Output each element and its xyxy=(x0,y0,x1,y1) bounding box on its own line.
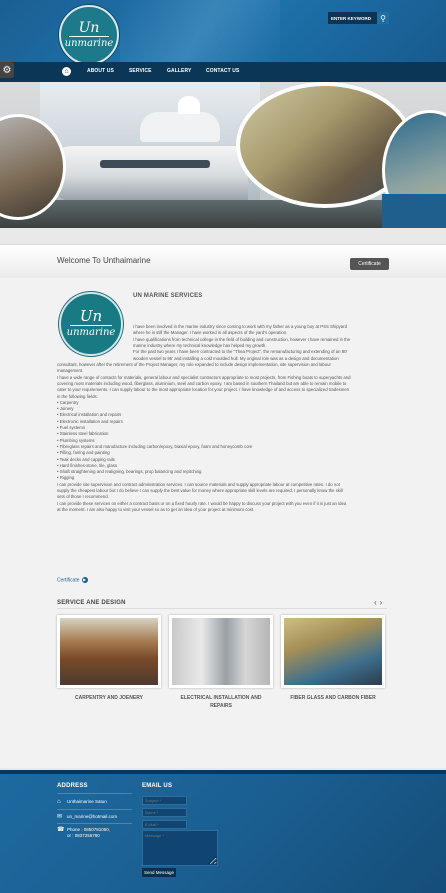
search-box xyxy=(328,12,389,24)
main-nav xyxy=(0,62,446,82)
company-name: Unthaimarine Satun xyxy=(67,799,107,804)
services-line: • Electronic installation and repairs xyxy=(57,418,123,424)
services-line: at the moment. I am also happy to visit your vessel so as to get an idea of your project at minimum cost. xyxy=(57,506,255,512)
services-line: I can provide these services on either a contract basis or on a fixed hourly rate. I would be happy to discuss your project with you even if it is just an idea xyxy=(57,500,347,506)
yacht-hull-image xyxy=(48,146,248,206)
welcome-bar xyxy=(0,244,446,280)
send-message-button[interactable]: Send Message xyxy=(143,870,175,875)
footer-top-stripe xyxy=(0,770,446,774)
content-logo-divider xyxy=(70,325,112,326)
services-line: • Teak decks and capping rails xyxy=(57,456,115,462)
content-logo-un: Un xyxy=(79,307,103,325)
services-line: I can provide site supervision and contract administration services. I can source materials and supply appropriate labour at competitive rates. I do not xyxy=(57,481,340,487)
main-content xyxy=(0,278,446,768)
nav-about-us[interactable]: ABOUT US xyxy=(87,68,114,74)
arrow-right-icon: ▶ xyxy=(82,577,87,582)
services-line: I have a wide range of contacts for materials, general labour and specialist contractors appropriate to most projects, from Fishing boats to superyachts and xyxy=(57,374,351,380)
address-divider-2 xyxy=(57,809,132,810)
yacht-radar-dome xyxy=(178,96,200,114)
electrical-label-line1: ELECTRICAL INSTALLATION AND xyxy=(180,695,262,701)
yacht-windows xyxy=(100,160,210,168)
services-line: • Electrical installation and repairs xyxy=(57,412,122,418)
carousel-next-icon[interactable]: › xyxy=(379,598,383,607)
certificate-link-label: Certificate xyxy=(57,577,80,584)
search-icon: ⚲ xyxy=(380,13,386,23)
service-label-carpentry[interactable] xyxy=(54,694,164,702)
logo-text-un: Un xyxy=(78,19,100,36)
services-line: • Stainless steel fabrication xyxy=(57,431,109,437)
intro-line: I have been involved in the marine industry since coming to work with my father as a young boy at PSS Shipyard xyxy=(133,324,348,329)
service-card-fiberglass[interactable] xyxy=(281,615,385,688)
services-line: • Fibreglass repairs and manufacture including carbon/epoxy, biaxial epoxy, foam and honeycomb core xyxy=(57,443,253,449)
intro-line: where he is still the Manager. I have worked in all aspects of the yard's operation. xyxy=(133,330,288,336)
email-field[interactable] xyxy=(142,820,187,829)
services-line: • Hard finishes-stone, tile, glass xyxy=(57,462,118,468)
service-card-carpentry[interactable] xyxy=(57,615,161,688)
home-icon[interactable]: ⌂ xyxy=(62,67,71,76)
intro-line: marine industry where my technical knowledge has helped my growth. xyxy=(133,342,267,348)
fiberglass-label: FIBER GLASS AND CARBON FIBER xyxy=(290,695,376,701)
search-button[interactable] xyxy=(377,12,389,24)
nav-service[interactable]: SERVICE xyxy=(129,68,152,74)
service-label-electrical[interactable] xyxy=(166,694,276,710)
electrical-label-line2: REPAIRS xyxy=(210,703,232,709)
fiberglass-photo xyxy=(284,618,382,685)
services-line: • Fuel systems xyxy=(57,425,86,430)
phone-icon: ☎ xyxy=(57,827,65,833)
services-line: cater to your requirements. I can supply labour to the most appropriate location for your project. I have knowledge of and access to specialized tradesmen xyxy=(57,387,350,393)
address-heading: ADDRESS xyxy=(57,783,88,789)
address-company xyxy=(57,799,107,805)
service-heading: SERVICE ANE DESIGN xyxy=(57,600,126,606)
carpentry-label: CARPENTRY AND JOENERY xyxy=(75,695,143,701)
section-title: UN MARINE SERVICES xyxy=(133,293,203,299)
nav-contact-us[interactable]: CONTACT US xyxy=(206,68,240,74)
shipyard-ground xyxy=(0,200,446,228)
header-shine xyxy=(120,0,280,62)
content-logo-unmarine: unmarine xyxy=(66,327,116,338)
services-line: • Filling, fairing and painting xyxy=(57,450,110,456)
subject-field[interactable] xyxy=(142,796,187,805)
intro-line: wooden vessel to 95' and installing a cold moulded hull. My original role was as a design and documentation xyxy=(133,355,339,361)
service-label-fiberglass[interactable] xyxy=(278,694,388,702)
services-line: sets of those I recommend. xyxy=(57,494,109,500)
services-line: covering most materials including wood, fiberglass, aluminium, steel and carbon epoxy. I am based in southern Thailand but am able to remain mobile to xyxy=(57,380,347,386)
address-divider-3 xyxy=(57,823,132,824)
hero-banner xyxy=(0,82,446,228)
services-line: management. xyxy=(57,368,84,374)
carousel-nav xyxy=(374,598,385,607)
yacht-deck-image xyxy=(140,112,220,142)
section-divider xyxy=(57,608,387,609)
content-logo xyxy=(59,292,123,356)
welcome-title: Welcome To Unthaimarine xyxy=(57,256,151,265)
address-divider xyxy=(57,793,132,794)
intro-line: For the past two years I have been contracted to the "Thea Project", the remanufacturing and extending of an 80' xyxy=(133,349,348,355)
services-line: • Rigging xyxy=(57,475,75,481)
logo-text-unmarine: unmarine xyxy=(64,37,114,49)
logo-divider xyxy=(69,36,109,37)
message-field[interactable] xyxy=(142,830,218,866)
address-email[interactable] xyxy=(57,814,117,820)
name-field[interactable] xyxy=(142,808,187,817)
settings-gear-icon[interactable]: ⚙ xyxy=(0,62,14,78)
nav-gallery[interactable]: GALLERY xyxy=(167,68,192,74)
certificate-button[interactable]: Certificate xyxy=(350,258,389,270)
services-line: • Plumbing systems xyxy=(57,437,95,443)
services-line: • Shaft straightening and realigning, bearings, prop balancing and repitching xyxy=(57,469,202,475)
envelope-icon: ✉ xyxy=(57,814,63,820)
phone-line1: Phone : 0850781050, xyxy=(67,827,111,832)
services-line: supply the cheapest labour but I do believe I can supply the best value for money where appropriate skill levels are required. I personally know the skill xyxy=(57,488,343,493)
carousel-prev-icon[interactable]: ‹ xyxy=(374,598,377,607)
certificate-link[interactable] xyxy=(57,577,88,583)
services-line: consultant, however after the retirement of the Project Manager, my role expanded to include design implementation, site supervision and labour xyxy=(57,362,331,367)
email-address[interactable]: un_marine@hotmail.com xyxy=(67,814,118,819)
site-logo[interactable] xyxy=(59,5,119,65)
email-heading: EMAIL US xyxy=(142,783,173,789)
banner-blue-panel xyxy=(382,194,446,228)
home-icon: ⌂ xyxy=(57,799,61,805)
search-input[interactable] xyxy=(328,13,377,23)
electrical-photo xyxy=(172,618,270,685)
services-line: • Carpentry xyxy=(57,399,79,405)
services-line: • Joinery xyxy=(57,406,74,412)
carpentry-photo xyxy=(60,618,158,685)
intro-line: I have qualifications from technical college in the field of building and construction, however I have remained in the xyxy=(133,336,351,342)
service-card-electrical[interactable] xyxy=(169,615,273,688)
services-line: in the following fields: xyxy=(57,393,98,399)
address-phone xyxy=(57,827,110,839)
phone-line2: or : 0837256780 xyxy=(67,833,100,838)
